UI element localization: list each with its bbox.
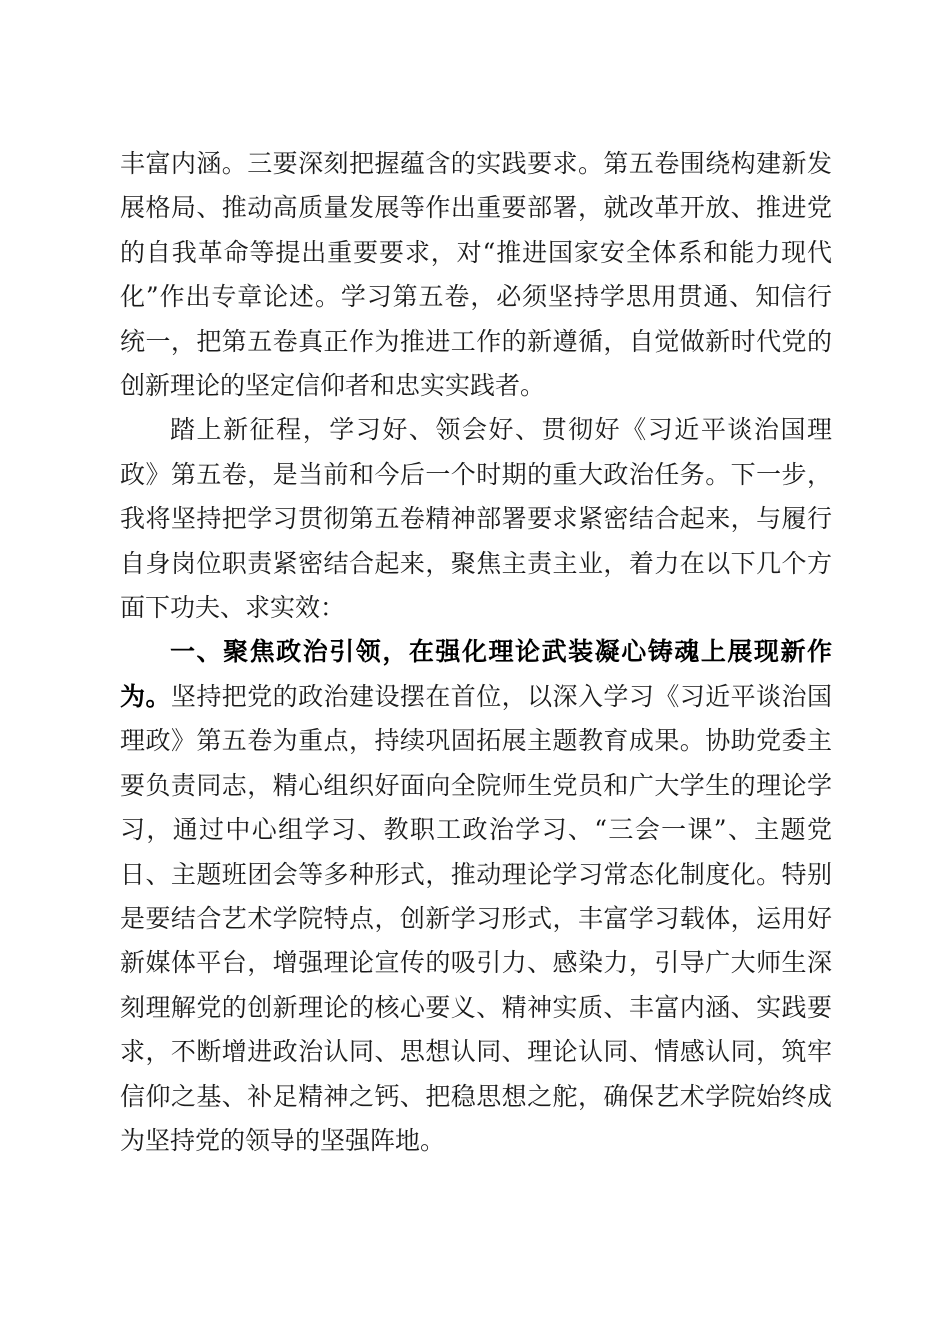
paragraph-political-guidance bbox=[120, 630, 832, 1163]
document-body bbox=[120, 142, 832, 1163]
paragraph-text: 踏上新征程，学习好、领会好、贯彻好《习近平谈治国理政》第五卷，是当前和今后一个时期的重大政治任务。下一步，我将坚持把学习贯彻第五卷精神部署要求紧密结合起来，与履行自身岗位职责紧密结合起来，聚焦主责主业，着力在以下几个方面下功夫、求实效： bbox=[120, 415, 832, 623]
section-heading: 一、聚焦政治引领，在强化理论武装凝心铸魂上展现新作为。 bbox=[120, 637, 832, 711]
paragraph-continuation bbox=[120, 142, 832, 408]
paragraph-next-steps bbox=[120, 408, 832, 630]
paragraph-text: 坚持把党的政治建设摆在首位，以深入学习《习近平谈治国理政》第五卷为重点，持续巩固拓展主题教育成果。协助党委主要负责同志，精心组织好面向全院师生党员和广大学生的理论学习，通过中心组学习、教职工政治学习、“三会一课”、主题党日、主题班团会等多种形式，推动理论学习常态化制度化。特别是要结合艺术学院特点，创新学习形式，丰富学习载体，运用好新媒体平台，增强理论宣传的吸引力、感染力，引导广大师生深刻理解党的创新理论的核心要义、精神实质、丰富内涵、实践要求，不断增进政治认同、思想认同、理论认同、情感认同，筑牢信仰之基、补足精神之钙、把稳思想之舵，确保艺术学院始终成为坚持党的领导的坚强阵地。 bbox=[120, 681, 832, 1155]
paragraph-text: 丰富内涵。三要深刻把握蕴含的实践要求。第五卷围绕构建新发展格局、推动高质量发展等作出重要部署，就改革开放、推进党的自我革命等提出重要要求，对“推进国家安全体系和能力现代化”作出专章论述。学习第五卷，必须坚持学思用贯通、知信行统一，把第五卷真正作为推进工作的新遵循，自觉做新时代党的创新理论的坚定信仰者和忠实实践者。 bbox=[120, 149, 832, 401]
